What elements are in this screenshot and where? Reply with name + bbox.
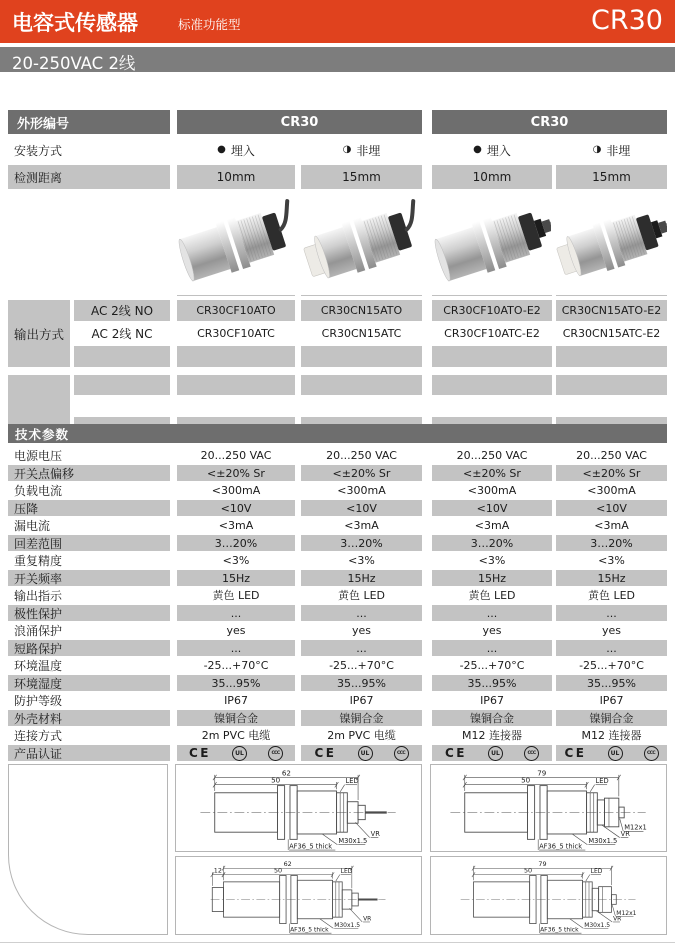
spec-value-cell: 3…20%	[177, 535, 295, 551]
mount-cell-label: 埋入	[486, 143, 511, 158]
empty-sub-cell	[74, 375, 170, 395]
spec-value-cell: <10V	[177, 500, 295, 516]
spec-value-cell: <±20% Sr	[432, 465, 552, 481]
spec-value-cell: -25...+70°C	[579, 658, 644, 672]
mount-cell	[301, 138, 422, 162]
spec-value-cell: 35...95%	[432, 675, 552, 691]
spec-value-cell: -25...+70°C	[459, 658, 525, 672]
spec-row-label: 环境湿度	[8, 675, 170, 691]
spec-value-cell: <±20% Sr	[301, 465, 422, 481]
mount-cell	[177, 138, 295, 162]
distance-cell: 15mm	[556, 165, 667, 189]
spec-value-cell: ...	[177, 640, 295, 656]
spec-value-cell: <3%	[598, 553, 625, 567]
spec-row-label: 产品认证	[8, 745, 170, 761]
svg-text:VR: VR	[613, 915, 622, 923]
spec-value-cell: yes	[351, 623, 371, 637]
spec-value-cell: M12 连接器	[581, 729, 642, 742]
spec-value-cell: <300mA	[211, 483, 261, 497]
nonflush-half-circle-icon: ◑	[592, 144, 602, 155]
model-number-cell: CR30CN15ATO-E2	[556, 300, 667, 321]
ccc-mark-icon: CCC	[524, 746, 539, 761]
page-subtitle: 标准功能型	[178, 17, 241, 32]
model-number-cell: CR30CF10ATC-E2	[444, 327, 540, 340]
mount-cell	[432, 138, 552, 162]
corner-header-label: 外形编号	[17, 116, 70, 132]
model-number-cell: CR30CN15ATC-E2	[562, 327, 661, 340]
spec-row-label: 压降	[8, 500, 170, 516]
svg-text:LED: LED	[345, 776, 359, 785]
spec-row-label: 输出指示	[14, 588, 63, 603]
specs-title-label: 技术参数	[15, 426, 70, 442]
model-number-cell	[177, 346, 295, 367]
spec-row-label: 连接方式	[14, 728, 63, 743]
svg-text:VR: VR	[370, 829, 380, 838]
svg-text:50: 50	[273, 866, 283, 875]
voltage-bar	[0, 47, 675, 72]
certification-cell	[177, 745, 295, 761]
drawings-left-decorative-cell	[8, 764, 168, 935]
spec-value-cell: <3mA	[344, 518, 379, 532]
mount-cell	[556, 138, 667, 162]
spec-value-cell: ...	[432, 605, 552, 621]
spec-value-cell: 黄色 LED	[587, 589, 636, 602]
spec-value-cell: 20...250 VAC	[576, 448, 647, 462]
ul-mark-icon: UL	[232, 746, 247, 761]
spec-value-cell: 3…20%	[301, 535, 422, 551]
spec-value-cell: IP67	[480, 693, 504, 707]
ccc-mark-icon: CCC	[268, 746, 283, 761]
model-number-cell	[301, 346, 422, 367]
spec-value-cell: <3%	[222, 553, 250, 567]
certification-cell	[301, 745, 422, 761]
spec-value-cell: IP67	[349, 693, 374, 707]
empty-model-cell	[177, 375, 295, 395]
svg-text:M12x1: M12x1	[616, 909, 637, 917]
ul-mark-icon: UL	[608, 746, 623, 761]
spec-value-cell: 20...250 VAC	[456, 448, 528, 462]
flush-filled-circle-icon: ●	[217, 144, 226, 155]
spec-value-cell: 2m PVC 电缆	[201, 729, 271, 742]
spec-value-cell: 20...250 VAC	[326, 448, 397, 462]
distance-row-label: 检测距离	[8, 165, 170, 189]
spec-row-label: 漏电流	[14, 518, 51, 533]
svg-text:M30x1.5: M30x1.5	[584, 921, 611, 929]
svg-text:50: 50	[523, 866, 533, 875]
svg-text:M30x1.5: M30x1.5	[588, 836, 618, 845]
svg-text:VR: VR	[620, 829, 630, 838]
spec-row-label: 短路保护	[8, 640, 170, 656]
spec-row-label: 浪涌保护	[14, 623, 63, 638]
dimension-drawing-flush-connector	[430, 764, 667, 852]
product-code: CR30	[591, 5, 663, 36]
ce-mark-icon: CE	[564, 746, 587, 760]
spec-value-cell: yes	[601, 623, 621, 637]
group-header-2: CR30	[432, 110, 667, 134]
spec-row-label: 防护等级	[14, 693, 63, 708]
model-number-cell: CR30CF10ATO	[177, 300, 295, 321]
spec-value-cell: <300mA	[337, 483, 386, 497]
spec-value-cell: <10V	[301, 500, 422, 516]
svg-text:LED: LED	[590, 868, 603, 876]
spec-value-cell: 3…20%	[556, 535, 667, 551]
empty-model-cell	[556, 375, 667, 395]
voltage-bar-label: 20-250VAC 2线	[12, 54, 136, 73]
spec-row-label: 重复精度	[14, 553, 63, 568]
sensor-photo-nonflush-cable	[303, 193, 421, 295]
spec-row-label: 开关频率	[8, 570, 170, 586]
flush-filled-circle-icon: ●	[473, 144, 482, 155]
spec-value-cell: 黄色 LED	[468, 589, 516, 602]
spec-value-cell: <3%	[348, 553, 375, 567]
spec-value-cell: 35...95%	[301, 675, 422, 691]
spec-value-cell: -25...+70°C	[329, 658, 394, 672]
output-block-label: 输出方式	[8, 300, 70, 367]
svg-text:79: 79	[538, 860, 547, 869]
svg-text:AF36_5 thick: AF36_5 thick	[540, 926, 579, 934]
ce-mark-icon: CE	[188, 746, 211, 760]
model-number-cell	[432, 346, 552, 367]
output-sub-label: AC 2线 NC	[91, 327, 153, 341]
spec-value-cell: ...	[556, 640, 667, 656]
section-title-specs	[8, 424, 667, 443]
model-number-cell: CR30CF10ATO-E2	[432, 300, 552, 321]
model-number-cell: CR30CN15ATO	[301, 300, 422, 321]
spec-value-cell: 20...250 VAC	[200, 448, 272, 462]
ce-mark-icon: CE	[444, 746, 467, 760]
spec-value-cell: IP67	[224, 693, 248, 707]
product-image-cell	[177, 192, 295, 296]
certification-cell	[556, 745, 667, 761]
distance-cell: 10mm	[177, 165, 295, 189]
svg-text:50: 50	[271, 775, 281, 785]
ul-mark-icon: UL	[358, 746, 373, 761]
model-number-cell: CR30CN15ATC	[321, 327, 402, 340]
product-image-cell	[301, 192, 422, 296]
mount-cell-label: 埋入	[230, 143, 255, 158]
spec-value-cell: <±20% Sr	[556, 465, 667, 481]
spec-value-cell: -25...+70°C	[203, 658, 269, 672]
spec-value-cell: 15Hz	[301, 570, 422, 586]
spec-value-cell: <±20% Sr	[177, 465, 295, 481]
spec-value-cell: 镍铜合金	[177, 710, 295, 726]
distance-cell: 10mm	[432, 165, 552, 189]
empty-model-cell	[301, 375, 422, 395]
spec-value-cell: <10V	[556, 500, 667, 516]
svg-text:M30x1.5: M30x1.5	[338, 836, 368, 845]
spec-value-cell: 镍铜合金	[556, 710, 667, 726]
ce-mark-icon: CE	[314, 746, 337, 760]
spec-value-cell: 镍铜合金	[301, 710, 422, 726]
spec-row-label: 开关点偏移	[8, 465, 170, 481]
spec-value-cell: 3…20%	[432, 535, 552, 551]
spec-value-cell: <3mA	[594, 518, 629, 532]
svg-text:12: 12	[213, 866, 222, 875]
spec-value-cell: 35...95%	[556, 675, 667, 691]
product-image-cell	[432, 192, 552, 296]
spec-value-cell: 15Hz	[432, 570, 552, 586]
spec-value-cell: 黄色 LED	[337, 589, 386, 602]
ccc-mark-icon: CCC	[394, 746, 409, 761]
mount-cell-label: 非埋	[606, 143, 631, 158]
dimension-drawing-nonflush-cable	[175, 856, 422, 935]
spec-value-cell: ...	[177, 605, 295, 621]
spec-value-cell: <300mA	[467, 483, 517, 497]
spec-row-label: 外壳材料	[8, 710, 170, 726]
spec-value-cell: 2m PVC 电缆	[327, 729, 396, 742]
mount-row-label: 安装方式	[14, 143, 63, 158]
spec-value-cell: 15Hz	[177, 570, 295, 586]
spec-value-cell: <300mA	[587, 483, 636, 497]
sensor-photo-flush-connector	[433, 193, 551, 295]
model-number-cell	[556, 346, 667, 367]
spec-row-label: 极性保护	[8, 605, 170, 621]
ccc-mark-icon: CCC	[644, 746, 659, 761]
spec-row-label: 负载电流	[14, 483, 63, 498]
sensor-photo-flush-cable	[177, 193, 295, 295]
spec-row-label: 电源电压	[14, 448, 63, 463]
svg-text:LED: LED	[340, 868, 353, 876]
certification-cell	[432, 745, 552, 761]
spec-value-cell: ...	[301, 605, 422, 621]
table-corner-header	[8, 110, 170, 134]
spec-value-cell: yes	[226, 623, 246, 637]
spec-row-label: 回差范围	[8, 535, 170, 551]
spec-value-cell: <10V	[432, 500, 552, 516]
svg-text:62: 62	[283, 860, 292, 869]
svg-text:AF36_5 thick: AF36_5 thick	[290, 926, 329, 934]
spec-value-cell: ...	[301, 640, 422, 656]
page-title: 电容式传感器	[12, 11, 138, 35]
svg-text:62: 62	[281, 768, 291, 778]
svg-text:LED: LED	[595, 776, 609, 785]
spec-value-cell: ...	[556, 605, 667, 621]
output-sub-label	[74, 346, 170, 367]
svg-text:VR: VR	[363, 915, 372, 923]
group-header-1: CR30	[177, 110, 422, 134]
spec-value-cell: 15Hz	[556, 570, 667, 586]
svg-text:M30x1.5: M30x1.5	[334, 921, 361, 929]
header-bar	[0, 0, 675, 43]
spec-value-cell: <3mA	[474, 518, 510, 532]
dimension-drawing-nonflush-connector	[430, 856, 667, 935]
svg-text:50: 50	[521, 775, 531, 785]
page-bottom-rule	[0, 942, 675, 943]
dimension-drawing-flush-cable	[175, 764, 422, 852]
mount-cell-label: 非埋	[356, 143, 381, 158]
ul-mark-icon: UL	[488, 746, 503, 761]
model-number-cell: CR30CF10ATC	[197, 327, 275, 340]
spec-row-label: 环境温度	[14, 658, 63, 673]
spec-value-cell: 镍铜合金	[432, 710, 552, 726]
spec-value-cell: <3mA	[218, 518, 254, 532]
spec-value-cell: 黄色 LED	[212, 589, 260, 602]
svg-text:AF36_5 thick: AF36_5 thick	[539, 842, 583, 851]
spec-value-cell: <3%	[478, 553, 506, 567]
empty-model-cell	[432, 375, 552, 395]
svg-text:79: 79	[537, 768, 547, 778]
spec-value-cell: M12 连接器	[462, 729, 522, 742]
spec-value-cell: yes	[482, 623, 502, 637]
product-image-cell	[556, 192, 667, 296]
output-sub-label: AC 2线 NO	[74, 300, 170, 321]
nonflush-half-circle-icon: ◑	[342, 144, 352, 155]
distance-cell: 15mm	[301, 165, 422, 189]
spec-value-cell: ...	[432, 640, 552, 656]
svg-text:AF36_5 thick: AF36_5 thick	[289, 842, 333, 851]
spec-value-cell: 35...95%	[177, 675, 295, 691]
svg-text:M12x1: M12x1	[624, 823, 647, 832]
spec-value-cell: IP67	[599, 693, 624, 707]
sensor-photo-nonflush-connector	[556, 193, 667, 295]
